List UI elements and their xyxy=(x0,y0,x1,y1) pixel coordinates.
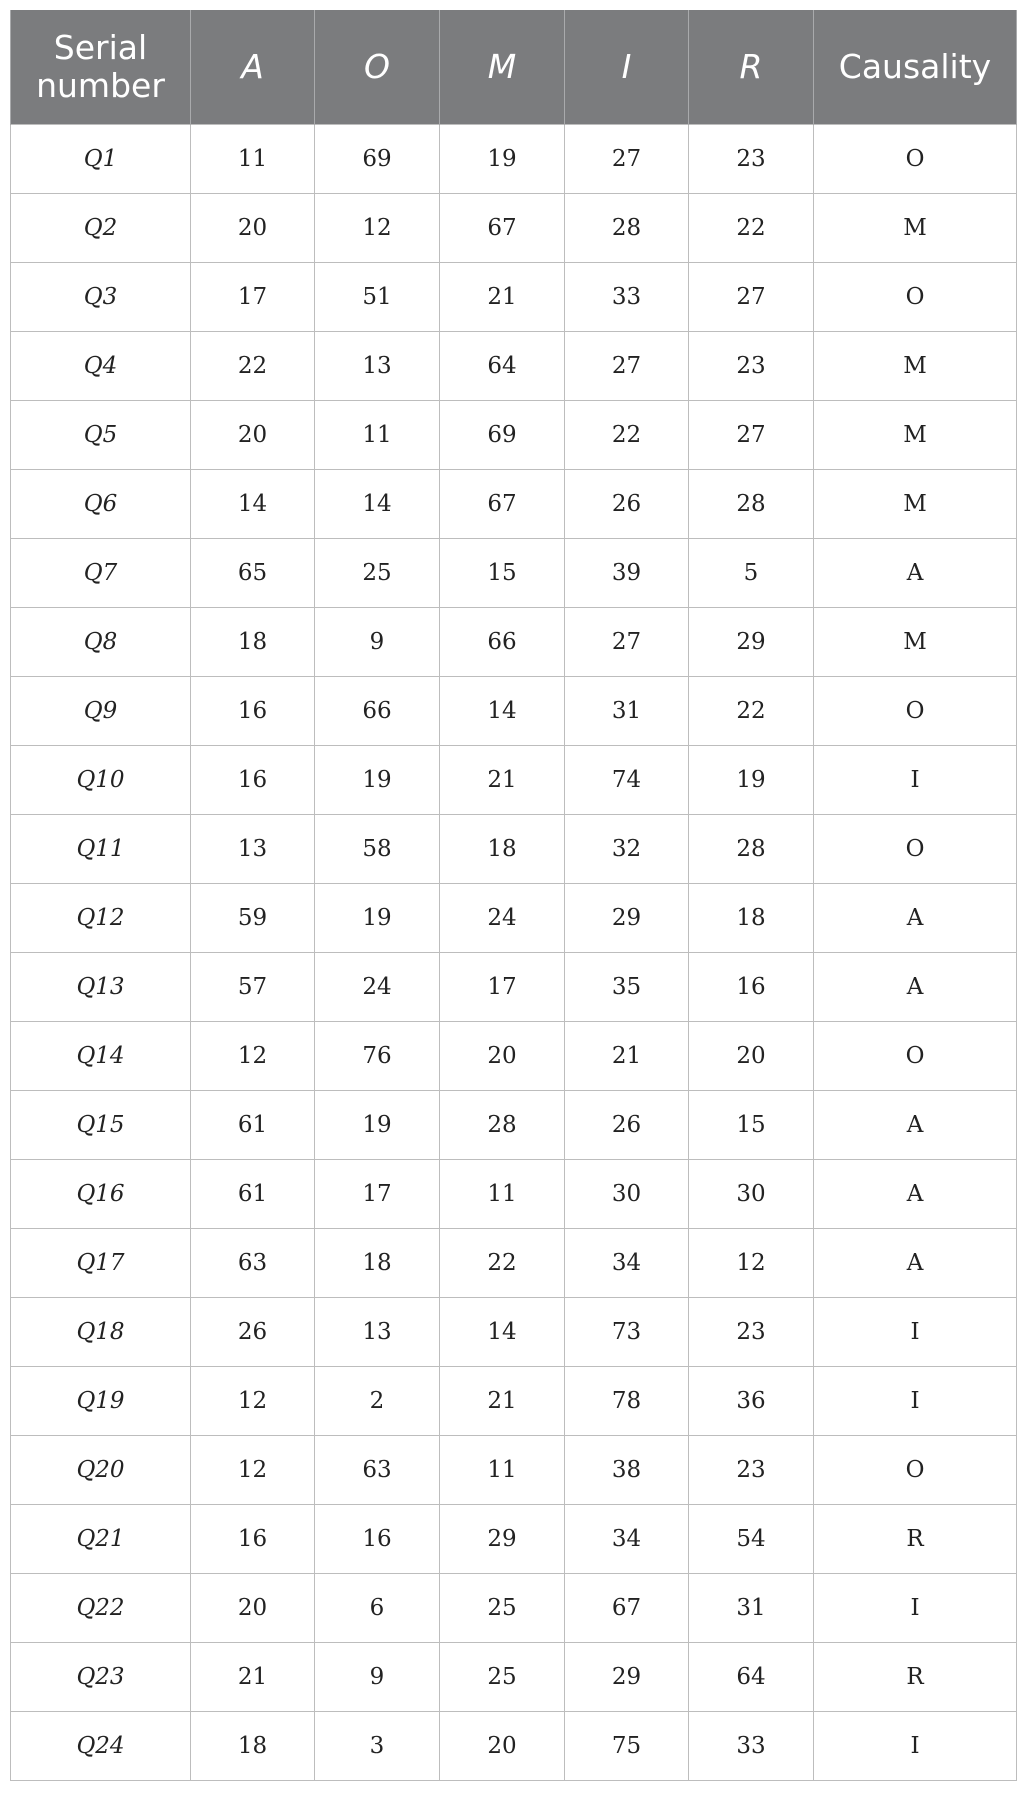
table-row xyxy=(11,1367,1017,1436)
a-cell: 14 xyxy=(191,470,315,539)
table-body xyxy=(11,125,1017,1781)
i-cell: 26 xyxy=(565,470,689,539)
m-cell: 22 xyxy=(440,1229,565,1298)
i-cell: 75 xyxy=(565,1712,689,1781)
a-cell: 18 xyxy=(191,1712,315,1781)
data-table xyxy=(10,10,1017,1781)
table-row xyxy=(11,1643,1017,1712)
i-cell: 67 xyxy=(565,1574,689,1643)
a-cell: 65 xyxy=(191,539,315,608)
serial-number-cell: Q16 xyxy=(11,1160,191,1229)
header-m: M xyxy=(440,10,565,125)
m-cell: 18 xyxy=(440,815,565,884)
a-cell: 61 xyxy=(191,1160,315,1229)
a-cell: 57 xyxy=(191,953,315,1022)
m-cell: 64 xyxy=(440,332,565,401)
table-row xyxy=(11,263,1017,332)
r-cell: 27 xyxy=(689,401,814,470)
i-cell: 28 xyxy=(565,194,689,263)
i-cell: 30 xyxy=(565,1160,689,1229)
m-cell: 20 xyxy=(440,1022,565,1091)
table-row xyxy=(11,470,1017,539)
r-cell: 54 xyxy=(689,1505,814,1574)
serial-number-cell: Q11 xyxy=(11,815,191,884)
o-cell: 16 xyxy=(315,1505,440,1574)
i-cell: 33 xyxy=(565,263,689,332)
serial-number-cell: Q18 xyxy=(11,1298,191,1367)
header-i: I xyxy=(565,10,689,125)
r-cell: 5 xyxy=(689,539,814,608)
serial-number-cell: Q19 xyxy=(11,1367,191,1436)
r-cell: 33 xyxy=(689,1712,814,1781)
causality-cell: A xyxy=(814,1229,1017,1298)
m-cell: 67 xyxy=(440,470,565,539)
o-cell: 3 xyxy=(315,1712,440,1781)
serial-number-cell: Q14 xyxy=(11,1022,191,1091)
r-cell: 22 xyxy=(689,677,814,746)
table-header xyxy=(11,10,1017,125)
serial-number-cell: Q7 xyxy=(11,539,191,608)
serial-number-cell: Q6 xyxy=(11,470,191,539)
causality-cell: I xyxy=(814,1712,1017,1781)
serial-number-cell: Q20 xyxy=(11,1436,191,1505)
o-cell: 69 xyxy=(315,125,440,194)
serial-number-cell: Q22 xyxy=(11,1574,191,1643)
a-cell: 12 xyxy=(191,1022,315,1091)
a-cell: 26 xyxy=(191,1298,315,1367)
m-cell: 11 xyxy=(440,1436,565,1505)
causality-cell: A xyxy=(814,884,1017,953)
causality-cell: I xyxy=(814,1574,1017,1643)
o-cell: 9 xyxy=(315,608,440,677)
r-cell: 23 xyxy=(689,332,814,401)
i-cell: 38 xyxy=(565,1436,689,1505)
m-cell: 69 xyxy=(440,401,565,470)
o-cell: 19 xyxy=(315,1091,440,1160)
m-cell: 25 xyxy=(440,1574,565,1643)
a-cell: 13 xyxy=(191,815,315,884)
i-cell: 34 xyxy=(565,1505,689,1574)
table-row xyxy=(11,1091,1017,1160)
header-a: A xyxy=(191,10,315,125)
a-cell: 59 xyxy=(191,884,315,953)
serial-number-cell: Q2 xyxy=(11,194,191,263)
table-row xyxy=(11,815,1017,884)
causality-cell: M xyxy=(814,470,1017,539)
causality-cell: O xyxy=(814,677,1017,746)
r-cell: 23 xyxy=(689,1436,814,1505)
o-cell: 6 xyxy=(315,1574,440,1643)
m-cell: 66 xyxy=(440,608,565,677)
table-row xyxy=(11,746,1017,815)
o-cell: 58 xyxy=(315,815,440,884)
i-cell: 39 xyxy=(565,539,689,608)
header-o: O xyxy=(315,10,440,125)
o-cell: 19 xyxy=(315,746,440,815)
table-row xyxy=(11,953,1017,1022)
r-cell: 31 xyxy=(689,1574,814,1643)
m-cell: 21 xyxy=(440,746,565,815)
a-cell: 18 xyxy=(191,608,315,677)
o-cell: 66 xyxy=(315,677,440,746)
data-table-container xyxy=(10,10,1016,1781)
serial-number-cell: Q21 xyxy=(11,1505,191,1574)
serial-number-cell: Q9 xyxy=(11,677,191,746)
a-cell: 63 xyxy=(191,1229,315,1298)
a-cell: 22 xyxy=(191,332,315,401)
m-cell: 29 xyxy=(440,1505,565,1574)
o-cell: 63 xyxy=(315,1436,440,1505)
a-cell: 21 xyxy=(191,1643,315,1712)
r-cell: 64 xyxy=(689,1643,814,1712)
serial-number-cell: Q3 xyxy=(11,263,191,332)
serial-number-cell: Q17 xyxy=(11,1229,191,1298)
header-r: R xyxy=(689,10,814,125)
causality-cell: M xyxy=(814,401,1017,470)
i-cell: 31 xyxy=(565,677,689,746)
o-cell: 13 xyxy=(315,1298,440,1367)
causality-cell: A xyxy=(814,953,1017,1022)
serial-number-cell: Q1 xyxy=(11,125,191,194)
r-cell: 28 xyxy=(689,815,814,884)
table-row xyxy=(11,332,1017,401)
causality-cell: O xyxy=(814,263,1017,332)
causality-cell: M xyxy=(814,608,1017,677)
causality-cell: A xyxy=(814,539,1017,608)
r-cell: 19 xyxy=(689,746,814,815)
serial-number-cell: Q12 xyxy=(11,884,191,953)
serial-number-cell: Q23 xyxy=(11,1643,191,1712)
o-cell: 24 xyxy=(315,953,440,1022)
header-causality: Causality xyxy=(814,10,1017,125)
a-cell: 16 xyxy=(191,1505,315,1574)
i-cell: 27 xyxy=(565,332,689,401)
serial-number-cell: Q8 xyxy=(11,608,191,677)
i-cell: 78 xyxy=(565,1367,689,1436)
i-cell: 29 xyxy=(565,884,689,953)
r-cell: 22 xyxy=(689,194,814,263)
i-cell: 74 xyxy=(565,746,689,815)
a-cell: 17 xyxy=(191,263,315,332)
m-cell: 24 xyxy=(440,884,565,953)
table-row xyxy=(11,1505,1017,1574)
m-cell: 11 xyxy=(440,1160,565,1229)
table-row xyxy=(11,401,1017,470)
r-cell: 27 xyxy=(689,263,814,332)
r-cell: 12 xyxy=(689,1229,814,1298)
i-cell: 73 xyxy=(565,1298,689,1367)
i-cell: 29 xyxy=(565,1643,689,1712)
causality-cell: O xyxy=(814,815,1017,884)
table-row xyxy=(11,1712,1017,1781)
m-cell: 14 xyxy=(440,1298,565,1367)
table-row xyxy=(11,677,1017,746)
o-cell: 11 xyxy=(315,401,440,470)
header-serial-number: Serial number xyxy=(11,10,191,125)
m-cell: 15 xyxy=(440,539,565,608)
r-cell: 29 xyxy=(689,608,814,677)
serial-number-cell: Q24 xyxy=(11,1712,191,1781)
table-row xyxy=(11,1229,1017,1298)
table-row xyxy=(11,125,1017,194)
m-cell: 21 xyxy=(440,1367,565,1436)
m-cell: 21 xyxy=(440,263,565,332)
a-cell: 20 xyxy=(191,194,315,263)
o-cell: 14 xyxy=(315,470,440,539)
causality-cell: M xyxy=(814,332,1017,401)
r-cell: 16 xyxy=(689,953,814,1022)
m-cell: 17 xyxy=(440,953,565,1022)
o-cell: 12 xyxy=(315,194,440,263)
r-cell: 18 xyxy=(689,884,814,953)
causality-cell: R xyxy=(814,1505,1017,1574)
r-cell: 20 xyxy=(689,1022,814,1091)
r-cell: 23 xyxy=(689,1298,814,1367)
a-cell: 16 xyxy=(191,746,315,815)
table-row xyxy=(11,194,1017,263)
r-cell: 30 xyxy=(689,1160,814,1229)
r-cell: 15 xyxy=(689,1091,814,1160)
causality-cell: A xyxy=(814,1160,1017,1229)
table-row xyxy=(11,1022,1017,1091)
a-cell: 61 xyxy=(191,1091,315,1160)
r-cell: 28 xyxy=(689,470,814,539)
causality-cell: I xyxy=(814,1298,1017,1367)
m-cell: 19 xyxy=(440,125,565,194)
causality-cell: A xyxy=(814,1091,1017,1160)
o-cell: 76 xyxy=(315,1022,440,1091)
r-cell: 36 xyxy=(689,1367,814,1436)
o-cell: 18 xyxy=(315,1229,440,1298)
a-cell: 20 xyxy=(191,401,315,470)
table-row xyxy=(11,884,1017,953)
serial-number-cell: Q10 xyxy=(11,746,191,815)
causality-cell: R xyxy=(814,1643,1017,1712)
table-row xyxy=(11,539,1017,608)
r-cell: 23 xyxy=(689,125,814,194)
m-cell: 25 xyxy=(440,1643,565,1712)
causality-cell: M xyxy=(814,194,1017,263)
m-cell: 67 xyxy=(440,194,565,263)
table-row xyxy=(11,1436,1017,1505)
i-cell: 22 xyxy=(565,401,689,470)
serial-number-cell: Q4 xyxy=(11,332,191,401)
o-cell: 19 xyxy=(315,884,440,953)
a-cell: 20 xyxy=(191,1574,315,1643)
causality-cell: O xyxy=(814,1022,1017,1091)
m-cell: 20 xyxy=(440,1712,565,1781)
a-cell: 11 xyxy=(191,125,315,194)
causality-cell: I xyxy=(814,746,1017,815)
serial-number-cell: Q15 xyxy=(11,1091,191,1160)
table-row xyxy=(11,1298,1017,1367)
i-cell: 21 xyxy=(565,1022,689,1091)
i-cell: 27 xyxy=(565,125,689,194)
a-cell: 12 xyxy=(191,1436,315,1505)
o-cell: 51 xyxy=(315,263,440,332)
i-cell: 26 xyxy=(565,1091,689,1160)
table-row xyxy=(11,1160,1017,1229)
m-cell: 28 xyxy=(440,1091,565,1160)
m-cell: 14 xyxy=(440,677,565,746)
i-cell: 34 xyxy=(565,1229,689,1298)
a-cell: 16 xyxy=(191,677,315,746)
table-row xyxy=(11,1574,1017,1643)
o-cell: 2 xyxy=(315,1367,440,1436)
o-cell: 17 xyxy=(315,1160,440,1229)
o-cell: 9 xyxy=(315,1643,440,1712)
table-row xyxy=(11,608,1017,677)
a-cell: 12 xyxy=(191,1367,315,1436)
o-cell: 25 xyxy=(315,539,440,608)
serial-number-cell: Q13 xyxy=(11,953,191,1022)
causality-cell: O xyxy=(814,125,1017,194)
causality-cell: O xyxy=(814,1436,1017,1505)
i-cell: 32 xyxy=(565,815,689,884)
causality-cell: I xyxy=(814,1367,1017,1436)
o-cell: 13 xyxy=(315,332,440,401)
header-row xyxy=(11,10,1017,125)
i-cell: 35 xyxy=(565,953,689,1022)
i-cell: 27 xyxy=(565,608,689,677)
serial-number-cell: Q5 xyxy=(11,401,191,470)
